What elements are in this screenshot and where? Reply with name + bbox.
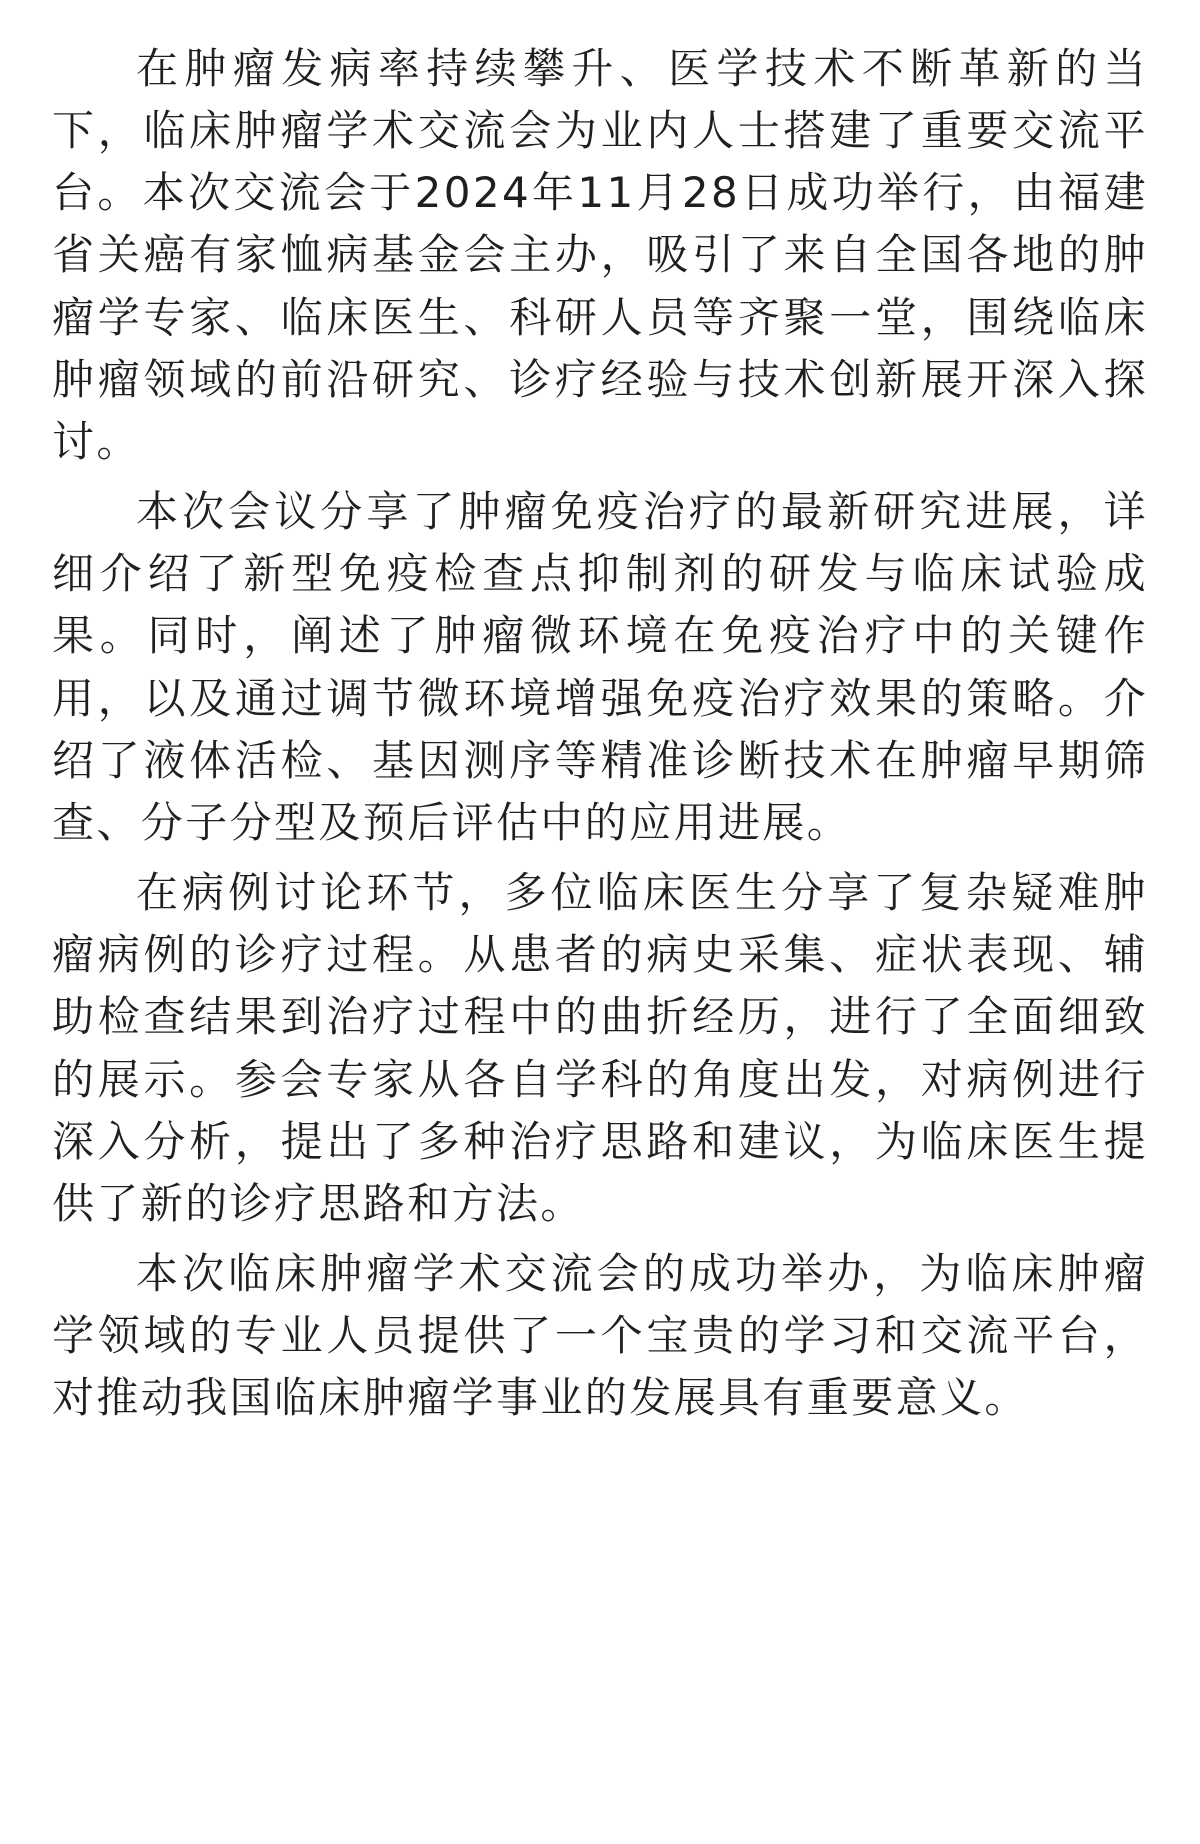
paragraph-research: 本次会议分享了肿瘤免疫治疗的最新研究进展，详细介绍了新型免疫检查点抑制剂的研发与临床试验成果。同时，阐述了肿瘤微环境在免疫治疗中的关键作用，以及通过调节微环境增强免疫治疗效果的策略。介绍了液体活检、基因测序等精准诊断技术在肿瘤早期筛查、分子分型及预后评估中的应用进展。 [52, 487, 1148, 847]
paragraph-case-discussion: 在病例讨论环节，多位临床医生分享了复杂疑难肿瘤病例的诊疗过程。从患者的病史采集、症状表现、辅助检查结果到治疗过程中的曲折经历，进行了全面细致的展示。参会专家从各自学科的角度出发，对病例进行深入分析，提出了多种治疗思路和建议，为临床医生提供了新的诊疗思路和方法。 [52, 868, 1148, 1228]
paragraph-conclusion: 本次临床肿瘤学术交流会的成功举办，为临床肿瘤学领域的专业人员提供了一个宝贵的学习和交流平台，对推动我国临床肿瘤学事业的发展具有重要意义。 [52, 1248, 1148, 1423]
paragraph-intro: 在肿瘤发病率持续攀升、医学技术不断革新的当下，临床肿瘤学术交流会为业内人士搭建了重要交流平台。本次交流会于2024年11月28日成功举行，由福建省关癌有家恤病基金会主办，吸引了来自全国各地的肿瘤学专家、临床医生、科研人员等齐聚一堂，围绕临床肿瘤领域的前沿研究、诊疗经验与技术创新展开深入探讨。 [52, 44, 1148, 466]
